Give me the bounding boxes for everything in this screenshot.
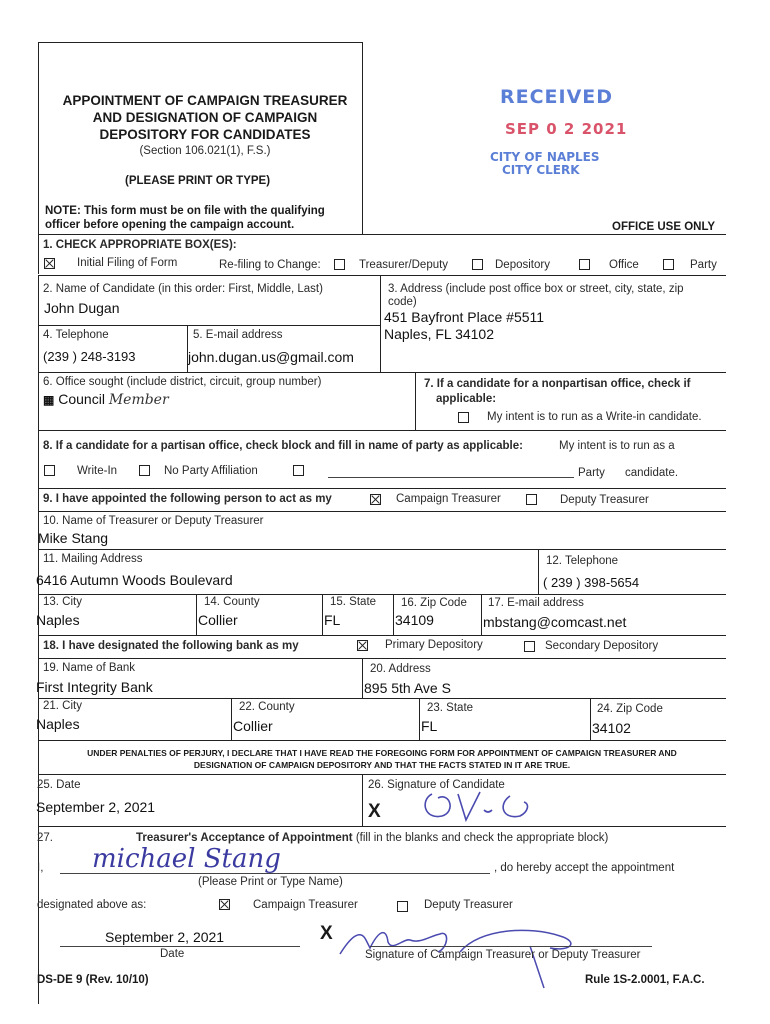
received-stamp: RECEIVED [500, 86, 614, 108]
col-divider-19-20 [362, 658, 363, 698]
rule-row2-top [38, 275, 726, 276]
treasurer-name: Mike Stang [38, 530, 109, 546]
q20-label: 20. Address [370, 663, 431, 675]
q27-i: I, [37, 862, 44, 874]
col-divider-25-26 [362, 774, 363, 826]
q6-label: 6. Office sought (include district, circuit, group number) [43, 376, 322, 388]
office-checkbox[interactable] [579, 259, 590, 270]
rule-row11-top [38, 549, 726, 550]
accept-deputy-treasurer-label: Deputy Treasurer [424, 899, 513, 911]
treasurer-state: FL [324, 612, 341, 628]
frame-left-body [38, 275, 39, 1003]
rule-row4-top [38, 325, 381, 326]
primary-depository-checkbox[interactable] [357, 640, 368, 651]
writein-partisan-checkbox[interactable] [44, 465, 55, 476]
q13-label: 13. City [43, 596, 82, 608]
q17-label: 17. E-mail address [488, 597, 584, 609]
candidate-name: John Dugan [44, 300, 120, 316]
bank-city: Naples [36, 716, 80, 732]
writein-partisan-label: Write-In [77, 465, 118, 477]
party-name-checkbox[interactable] [293, 465, 304, 476]
q11-label: 11. Mailing Address [43, 553, 143, 565]
treasurer-sign-date: September 2, 2021 [105, 929, 225, 945]
accept-campaign-treasurer-label: Campaign Treasurer [253, 899, 358, 911]
bank-name: First Integrity Bank [36, 679, 153, 695]
primary-depository-label: Primary Depository [385, 639, 483, 651]
bank-state: FL [421, 718, 438, 734]
treasurer-deputy-label: Treasurer/Deputy [359, 259, 449, 271]
treasurer-city: Naples [36, 612, 80, 628]
writein-nonpartisan-checkbox[interactable] [458, 412, 469, 423]
secondary-depository-label: Secondary Depository [545, 640, 659, 652]
frame-left-top [38, 42, 39, 274]
rule-row18-top [38, 635, 726, 636]
rule-row27-top [38, 826, 726, 827]
depository-checkbox[interactable] [472, 259, 483, 270]
form-id: DS-DE 9 (Rev. 10/10) [37, 974, 149, 986]
accept-campaign-treasurer-checkbox[interactable] [219, 899, 230, 910]
bank-address: 895 5th Ave S [364, 680, 451, 696]
refiling-treasurer-checkbox[interactable] [334, 259, 345, 270]
bank-zip: 34102 [592, 720, 631, 736]
candidate-phone: (239 ) 248-3193 [43, 349, 136, 364]
rule-perjury-top [38, 740, 726, 741]
q4-label: 4. Telephone [43, 329, 109, 341]
q8-candidate: candidate. [625, 467, 679, 479]
q3-label: 3. Address (include post office box or street, city, state, zip code) [388, 283, 684, 308]
party-checkbox[interactable] [663, 259, 674, 270]
stamp-date: SEP 0 2 2021 [505, 120, 628, 138]
q27-designated: designated above as: [37, 899, 147, 911]
frame-bottom-stub [38, 1003, 39, 1004]
q16-label: 16. Zip Code [401, 597, 467, 609]
q14-label: 14. County [204, 596, 260, 608]
party-name-line[interactable] [328, 477, 574, 478]
appoint-deputy-treasurer-label: Deputy Treasurer [560, 494, 649, 506]
q23-label: 23. State [427, 702, 474, 714]
q21-label: 21. City [43, 700, 82, 712]
office-sought: ▦ Council Member [43, 391, 169, 408]
q22-label: 22. County [239, 701, 295, 713]
q27-title: Treasurer's Acceptance of Appointment (fill in the blanks and check the appropriate block) [136, 832, 609, 844]
col-div-23 [590, 698, 591, 740]
q15-label: 15. State [330, 596, 377, 608]
accept-deputy-treasurer-checkbox[interactable] [397, 901, 408, 912]
treasurer-zip: 34109 [395, 612, 434, 628]
candidate-sign-date: September 2, 2021 [36, 799, 156, 815]
col-div-14 [322, 594, 323, 635]
q25-label: 25. Date [37, 779, 81, 791]
no-party-checkbox[interactable] [139, 465, 150, 476]
treasurer-handwritten-name: michael Stang [92, 844, 281, 874]
appoint-deputy-treasurer-checkbox[interactable] [526, 494, 537, 505]
form-title: APPOINTMENT OF CAMPAIGN TREASURER AND DESIGNATION OF CAMPAIGN DEPOSITORY FOR CANDIDATES [62, 93, 348, 142]
q9-label: 9. I have appointed the following person to act as my [43, 493, 332, 505]
treasurer-sign-mark: X [320, 923, 333, 944]
rule-sec1-top [38, 234, 726, 235]
bank-county: Collier [233, 718, 273, 734]
appoint-campaign-treasurer-checkbox[interactable] [370, 494, 381, 505]
col-div-16 [481, 594, 482, 635]
initial-filing-checkbox[interactable] [44, 258, 55, 269]
print-note: (PLEASE PRINT OR TYPE) [125, 175, 271, 187]
secondary-depository-checkbox[interactable] [524, 641, 535, 652]
col-divider-2-3 [380, 275, 381, 372]
depository-label: Depository [495, 259, 550, 271]
rule-row6-top [38, 372, 726, 373]
treasurer-email: mbstang@comcast.net [483, 614, 627, 630]
q27-date-label: Date [160, 948, 185, 960]
writein-nonpartisan-label: My intent is to run as a Write-in candidate. [487, 411, 702, 423]
q26-label: 26. Signature of Candidate [368, 779, 505, 791]
treasurer-county: Collier [198, 612, 238, 628]
q8-label: 8. If a candidate for a partisan office, check block and fill in name of party as applicable: [43, 440, 523, 452]
initial-filing-label: Initial Filing of Form [77, 257, 178, 269]
refiling-label: Re-filing to Change: [219, 259, 321, 271]
appoint-campaign-treasurer-label: Campaign Treasurer [396, 493, 501, 505]
rule-row13-top [38, 594, 726, 595]
q19-label: 19. Name of Bank [43, 662, 136, 674]
treasurer-mailing-address: 6416 Autumn Woods Boulevard [36, 572, 233, 588]
rule-row25-top [38, 774, 726, 775]
candidate-signature [410, 786, 560, 826]
candidate-email: john.dugan.us@gmail.com [188, 349, 354, 365]
stamp-clerk: CITY CLERK [502, 163, 580, 177]
office-use-only: OFFICE USE ONLY [612, 221, 716, 233]
date-line [60, 946, 300, 947]
q8-intent: My intent is to run as a [559, 440, 675, 452]
rule-row21-top [38, 698, 726, 699]
col-div-21 [231, 698, 232, 740]
q18-label: 18. I have designated the following bank as my [43, 640, 299, 652]
rule-row8-top [38, 430, 726, 431]
q27-number: 27. [37, 832, 53, 844]
col-divider-6-7 [415, 372, 416, 430]
candidate-sign-mark: X [368, 801, 381, 822]
filing-note: NOTE: This form must be on file with the qualifying officer before opening the campaign account. [45, 205, 325, 231]
col-divider-11-12 [538, 549, 539, 594]
col-div-22 [419, 698, 420, 740]
office-label: Office [609, 259, 639, 271]
perjury-statement: UNDER PENALTIES OF PERJURY, I DECLARE THAT I HAVE READ THE FOREGOING FORM FOR APPOINTMENT OF CAMPAIGN TREASURER AND DESIGNATION OF CAMPAIGN DEPOSITORY AND THAT THE FACTS STATED IN IT ARE TRUE. [87, 748, 677, 770]
statute-reference: (Section 106.021(1), F.S.) [139, 145, 271, 157]
q24-label: 24. Zip Code [597, 703, 663, 715]
col-div-13 [196, 594, 197, 635]
q7-label: 7. If a candidate for a nonpartisan office, check if applicable: [424, 378, 691, 405]
q8-party: Party [578, 467, 605, 479]
rule-row10-top [38, 511, 726, 512]
q27-signature-label: Signature of Campaign Treasurer or Deputy Treasurer [365, 949, 641, 961]
signature-line [370, 946, 652, 947]
q2-label: 2. Name of Candidate (in this order: First, Middle, Last) [43, 283, 323, 295]
party-label: Party [690, 259, 717, 271]
rule-row19-top [38, 658, 726, 659]
col-div-15 [393, 594, 394, 635]
frame-top [38, 42, 363, 43]
q5-label: 5. E-mail address [193, 329, 283, 341]
candidate-address: 451 Bayfront Place #5511 Naples, FL 34102 [384, 309, 545, 342]
treasurer-phone: ( 239 ) 398-5654 [543, 575, 640, 590]
q27-print-name-label: (Please Print or Type Name) [198, 876, 343, 888]
q10-label: 10. Name of Treasurer or Deputy Treasurer [43, 515, 264, 527]
q1-label: 1. CHECK APPROPRIATE BOX(ES): [43, 239, 237, 251]
q12-label: 12. Telephone [546, 555, 619, 567]
q27-accept: , do hereby accept the appointment [494, 862, 675, 874]
rule-reference: Rule 1S-2.0001, F.A.C. [585, 974, 705, 986]
stamp-city: CITY OF NAPLES [490, 150, 600, 164]
rule-row9-top [38, 488, 726, 489]
no-party-label: No Party Affiliation [164, 465, 258, 477]
